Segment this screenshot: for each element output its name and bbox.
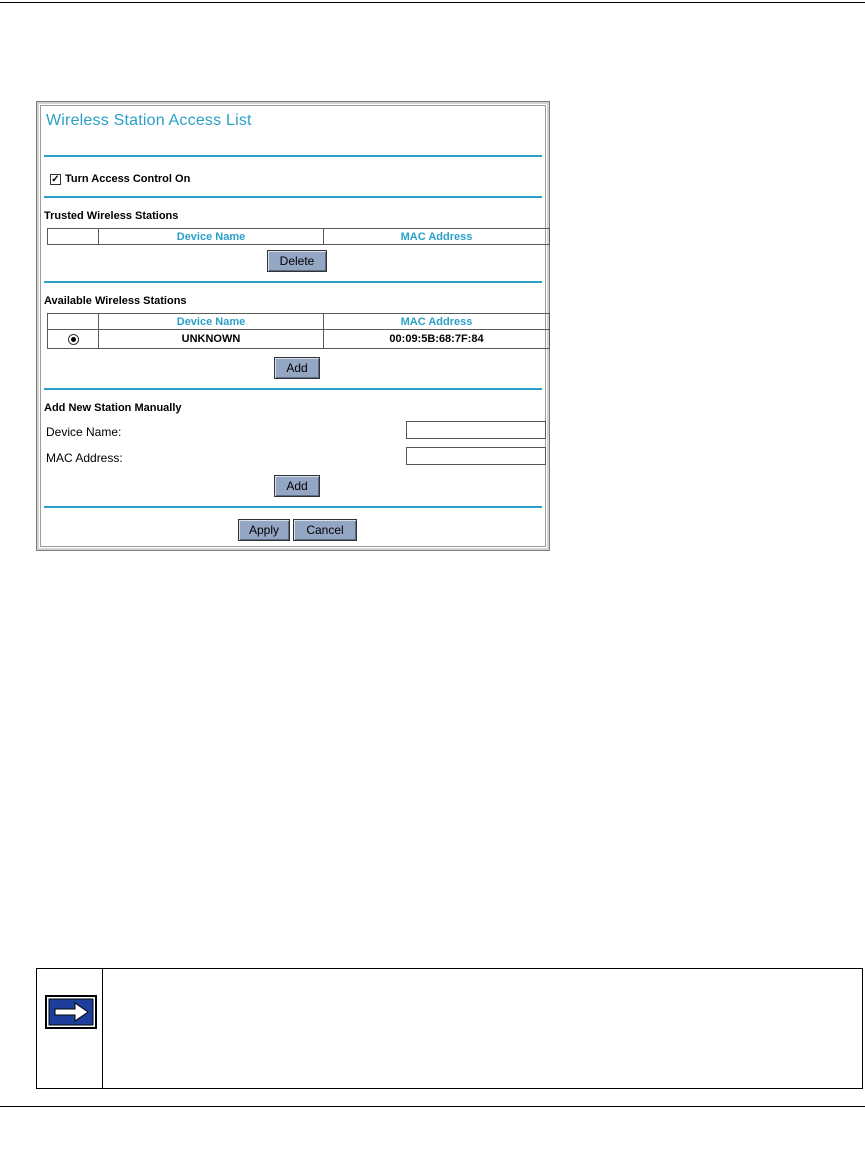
divider bbox=[44, 196, 542, 198]
mac-address-column-header: MAC Address bbox=[324, 314, 550, 330]
available-stations-heading: Available Wireless Stations bbox=[44, 295, 187, 307]
add-manual-station-button[interactable]: Add bbox=[274, 475, 320, 497]
apply-button[interactable]: Apply bbox=[238, 519, 290, 541]
mac-address-input[interactable] bbox=[406, 447, 546, 465]
access-control-label: Turn Access Control On bbox=[65, 173, 191, 185]
arrow-right-icon bbox=[45, 995, 97, 1034]
page-bottom-rule bbox=[0, 1106, 865, 1107]
add-available-station-button[interactable]: Add bbox=[274, 357, 320, 379]
cancel-button[interactable]: Cancel bbox=[293, 519, 357, 541]
trusted-stations-heading: Trusted Wireless Stations bbox=[44, 210, 179, 222]
note-divider bbox=[102, 969, 103, 1088]
table-row bbox=[48, 330, 550, 349]
select-column-header bbox=[48, 314, 99, 330]
station-select-radio[interactable] bbox=[68, 334, 79, 345]
page-top-rule bbox=[0, 2, 865, 3]
mac-address-column-header: MAC Address bbox=[324, 229, 550, 245]
device-name-input[interactable] bbox=[406, 421, 546, 439]
table-header-row bbox=[48, 229, 550, 245]
station-select-cell bbox=[48, 330, 99, 349]
select-column-header bbox=[48, 229, 99, 245]
divider bbox=[44, 506, 542, 508]
note-box bbox=[36, 968, 863, 1089]
add-manually-heading: Add New Station Manually bbox=[44, 402, 182, 414]
available-stations-table bbox=[47, 313, 550, 349]
wireless-access-list-panel bbox=[36, 101, 550, 551]
divider bbox=[44, 281, 542, 283]
device-name-label: Device Name: bbox=[46, 425, 122, 439]
device-name-column-header: Device Name bbox=[99, 229, 324, 245]
page-title: Wireless Station Access List bbox=[46, 112, 252, 129]
access-control-checkbox[interactable]: ✓ bbox=[51, 174, 60, 185]
table-header-row bbox=[48, 314, 550, 330]
divider bbox=[44, 388, 542, 390]
device-name-cell: UNKNOWN bbox=[99, 330, 324, 349]
device-name-column-header: Device Name bbox=[99, 314, 324, 330]
panel-content bbox=[40, 105, 546, 547]
mac-address-cell: 00:09:5B:68:7F:84 bbox=[324, 330, 550, 349]
trusted-stations-table bbox=[47, 228, 550, 245]
delete-button[interactable]: Delete bbox=[267, 250, 327, 272]
mac-address-label: MAC Address: bbox=[46, 451, 123, 465]
divider bbox=[44, 155, 542, 157]
